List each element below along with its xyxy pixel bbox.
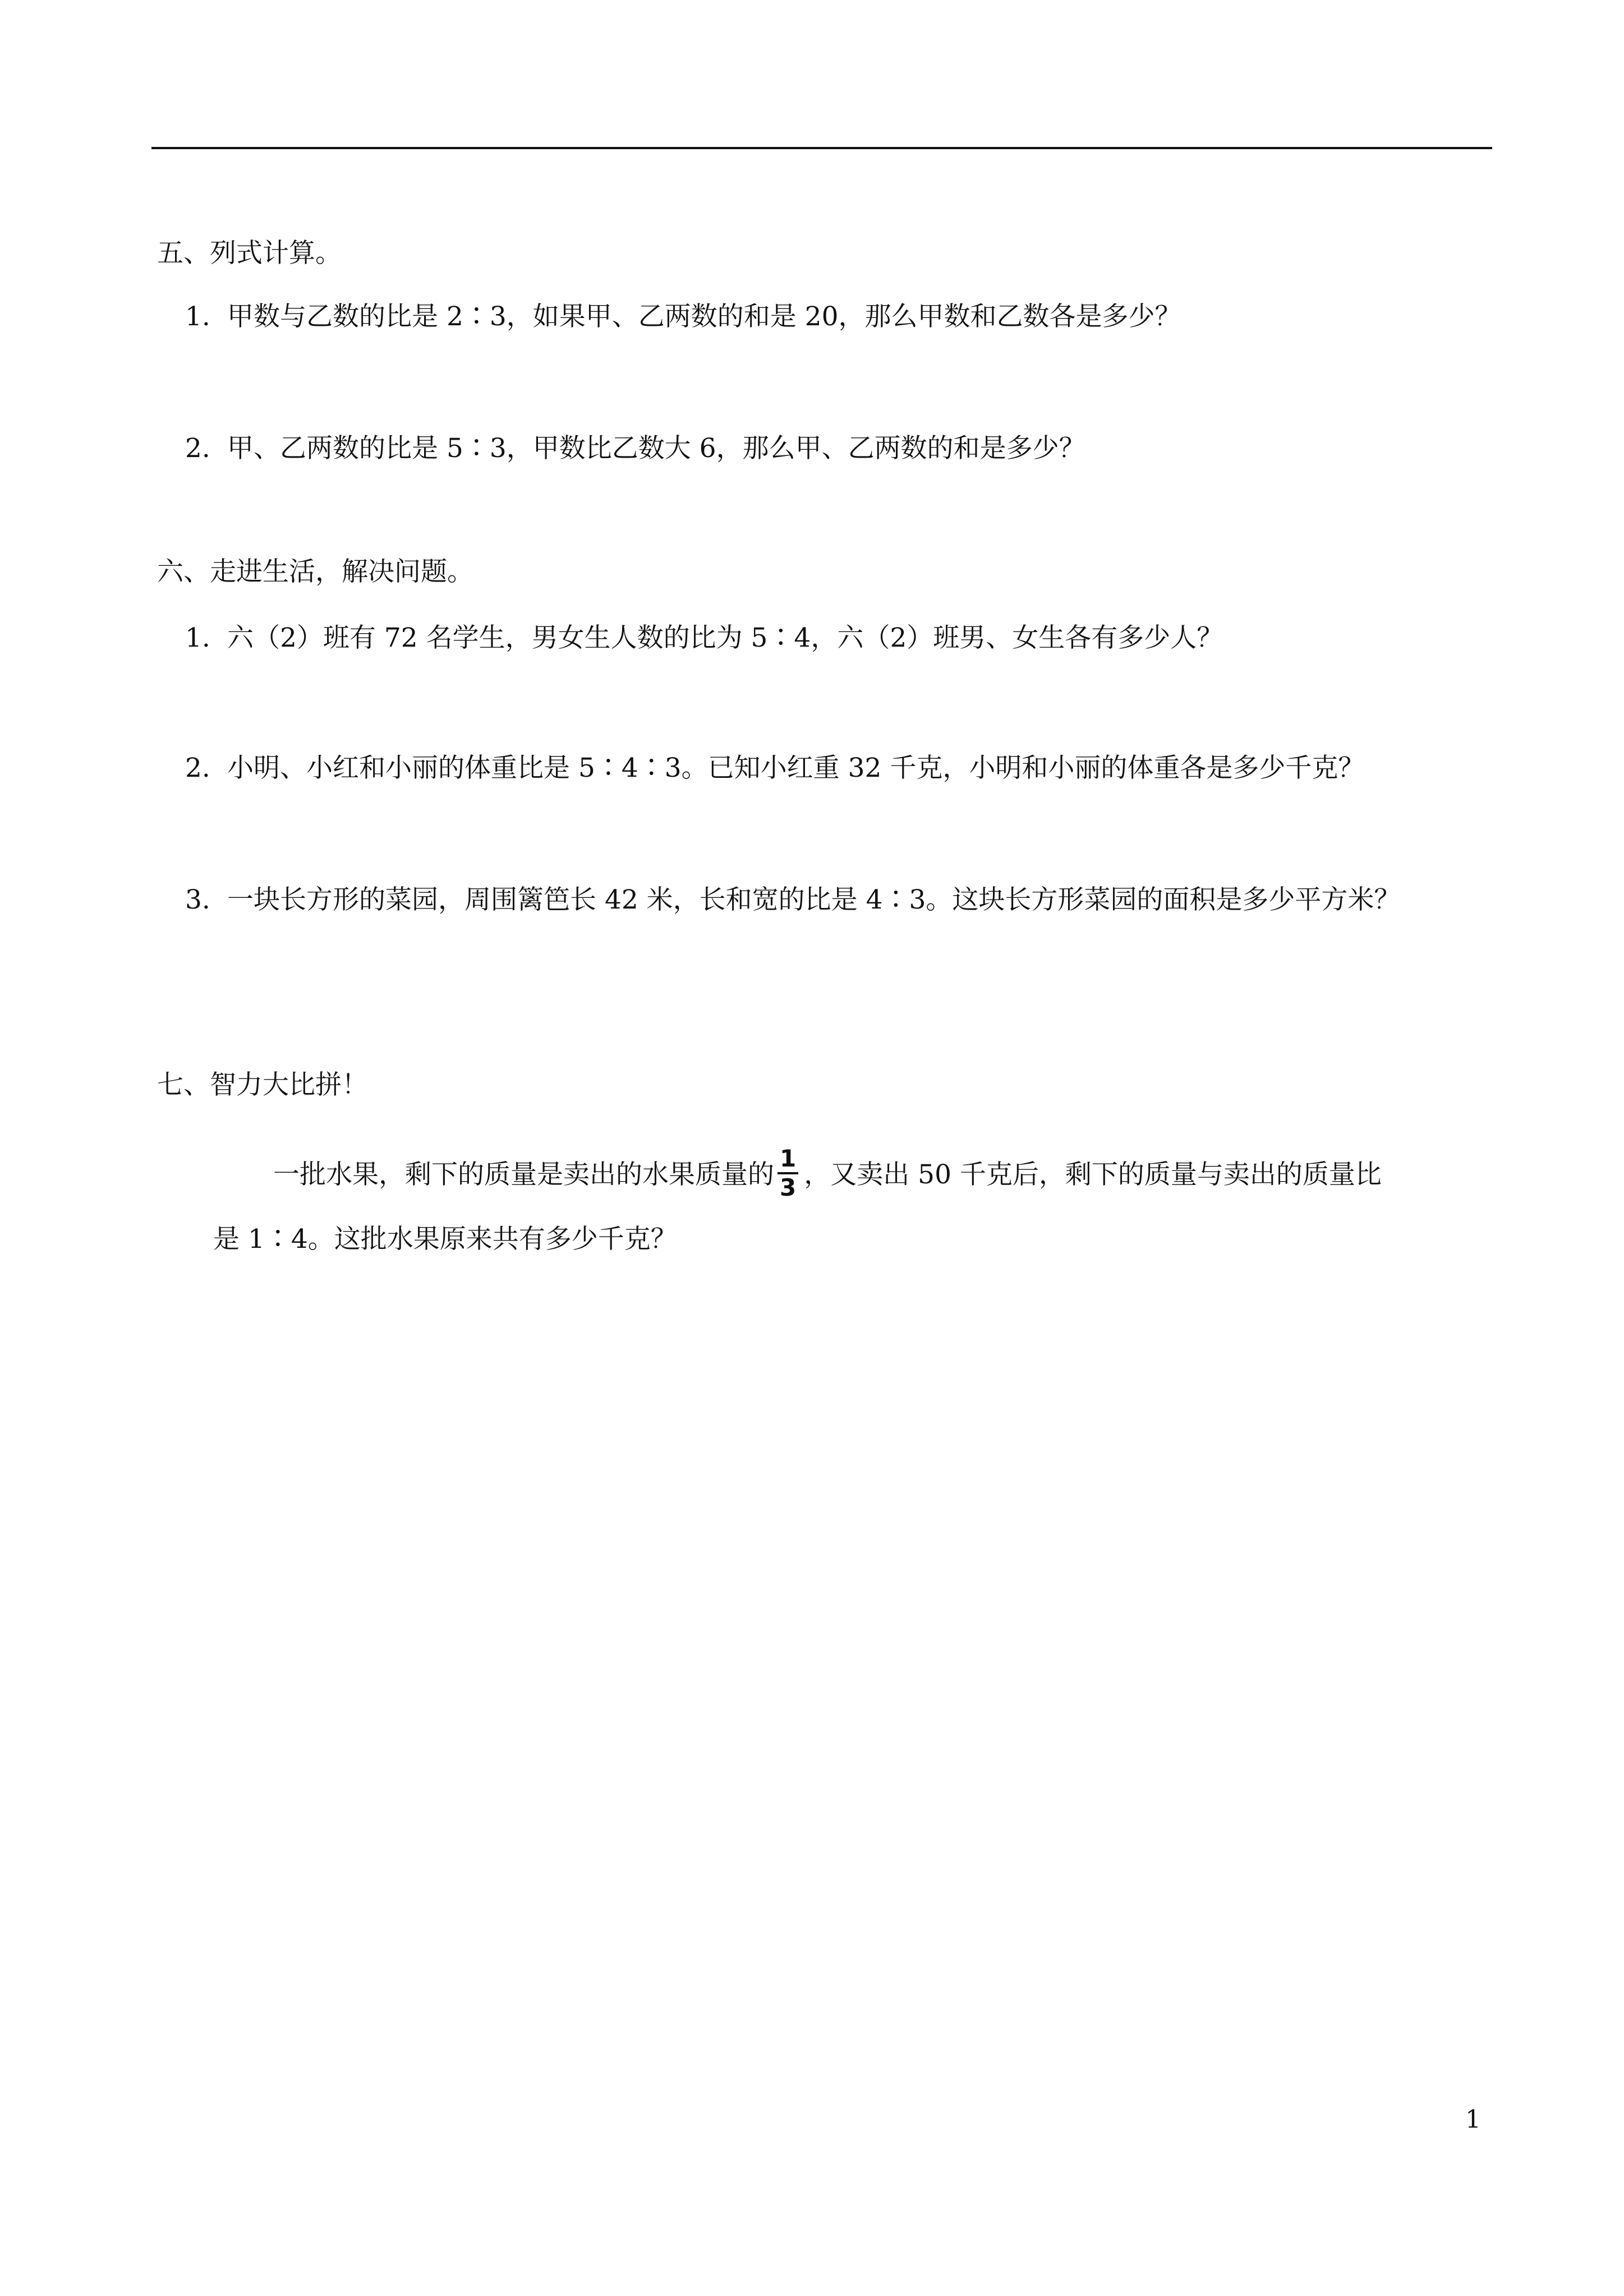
question-text: 六（2）班有 72 名学生，男女生人数的比为 5∶4，六（2）班男、女生各有多少人？ [227,623,1223,653]
question-6-2 [185,751,1364,785]
question-number: 2. [185,433,210,464]
fraction-denominator: 3 [780,1174,797,1201]
puzzle-paragraph-line1 [273,1145,1382,1204]
puzzle-text-part1: 一批水果，剩下的质量是卖出的水果质量的 [273,1159,774,1190]
fraction-one-third [778,1146,798,1200]
question-6-1 [185,621,1223,655]
question-text: 一块长方形的菜园，周围篱笆长 42 米，长和宽的比是 4∶3。这块长方形菜园的面积是多少平方米？ [227,884,1401,915]
page-number: 1 [1465,2105,1481,2134]
section-heading-7: 七、智力大比拼！ [157,1069,368,1100]
question-number: 1. [185,301,210,332]
puzzle-text-part2: ，又卖出 50 千克后，剩下的质量与卖出的质量比 [804,1159,1382,1190]
question-6-3 [185,883,1400,917]
question-text: 小明、小红和小丽的体重比是 5∶4∶3。已知小红重 32 千克，小明和小丽的体重各是多少千克？ [227,753,1365,783]
question-number: 3. [185,884,210,915]
section-heading-5: 五、列式计算。 [157,238,342,269]
question-number: 1. [185,623,210,653]
question-number: 2. [185,753,210,783]
header-rule [151,147,1492,149]
section-heading-6: 六、走进生活，解决问题。 [157,556,473,587]
question-5-1 [185,300,1181,334]
fraction-numerator: 1 [778,1146,798,1174]
puzzle-paragraph-line2: 是 1∶4。这批水果原来共有多少千克？ [213,1224,677,1255]
question-text: 甲、乙两数的比是 5∶3，甲数比乙数大 6，那么甲、乙两数的和是多少？ [227,433,1085,464]
question-text: 甲数与乙数的比是 2∶3，如果甲、乙两数的和是 20，那么甲数和乙数各是多少？ [227,301,1181,332]
question-5-2 [185,432,1085,465]
